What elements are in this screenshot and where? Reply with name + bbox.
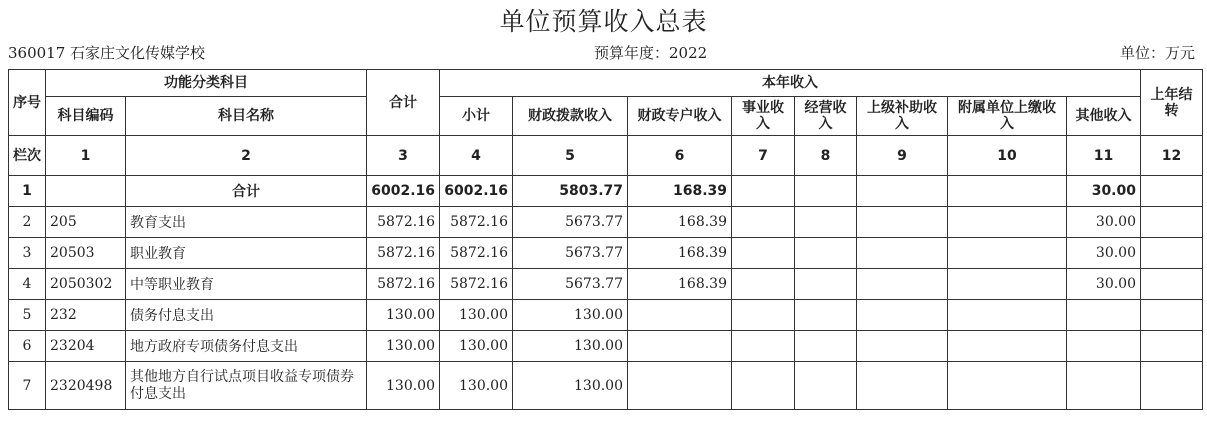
header-function-group: 功能分类科目 [46,70,367,97]
row-other [1067,331,1141,362]
row-special [628,362,732,410]
row-superior [857,362,948,410]
row-affiliated [948,238,1067,269]
row-subtotal: 130.00 [440,331,513,362]
table-row-total [9,176,1203,207]
row-operating [795,207,857,238]
row-seq: 1 [9,176,46,207]
row-affiliated [948,362,1067,410]
row-carryover [1141,269,1203,300]
row-carryover [1141,300,1203,331]
column-number: 4 [440,136,513,176]
row-total: 130.00 [367,331,440,362]
header-affiliated: 附属单位上缴收入 [948,97,1067,136]
row-operating [795,331,857,362]
row-total: 6002.16 [367,176,440,207]
currency-unit-label: 单位：万元 [1119,44,1195,62]
column-number: 1 [46,136,126,176]
row-seq: 2 [9,207,46,238]
row-name: 地方政府专项债务付息支出 [126,331,367,362]
row-business [732,176,795,207]
row-business [732,362,795,410]
row-subtotal: 130.00 [440,300,513,331]
row-seq: 3 [9,238,46,269]
header-carryover: 上年结转 [1141,70,1203,136]
header-code: 科目编码 [46,97,126,136]
row-other [1067,300,1141,331]
row-seq: 6 [9,331,46,362]
column-number: 2 [126,136,367,176]
column-number: 5 [513,136,628,176]
row-seq: 4 [9,269,46,300]
row-affiliated [948,207,1067,238]
row-code: 2050302 [46,269,126,300]
header-subtotal: 小计 [440,97,513,136]
row-name: 合计 [126,176,367,207]
row-special: 168.39 [628,238,732,269]
header-business: 事业收入 [732,97,795,136]
column-number: 栏次 [9,136,46,176]
table-row [9,300,1203,331]
table-row [9,269,1203,300]
row-carryover [1141,176,1203,207]
row-other: 30.00 [1067,176,1141,207]
row-business [732,269,795,300]
header-special: 财政专户收入 [628,97,732,136]
unit-label: 360017 石家庄文化传媒学校 [8,44,206,62]
row-business [732,331,795,362]
row-total: 130.00 [367,300,440,331]
row-total: 5872.16 [367,207,440,238]
header-total: 合计 [367,70,440,136]
row-code: 23204 [46,331,126,362]
header-current-income-group: 本年收入 [440,70,1141,97]
table-row [9,238,1203,269]
header-operating: 经营收入 [795,97,857,136]
row-carryover [1141,238,1203,269]
row-fiscal: 130.00 [513,331,628,362]
row-superior [857,300,948,331]
table-row [9,362,1203,410]
header-row-1 [9,70,1203,97]
row-carryover [1141,362,1203,410]
row-business [732,207,795,238]
row-affiliated [948,331,1067,362]
row-subtotal: 5872.16 [440,238,513,269]
row-superior [857,176,948,207]
row-fiscal: 5673.77 [513,269,628,300]
row-operating [795,300,857,331]
row-seq: 7 [9,362,46,410]
row-superior [857,331,948,362]
column-number: 6 [628,136,732,176]
row-special [628,300,732,331]
row-total: 5872.16 [367,238,440,269]
row-fiscal: 5673.77 [513,238,628,269]
row-special: 168.39 [628,269,732,300]
report-title: 单位预算收入总表 [499,7,708,36]
row-subtotal: 130.00 [440,362,513,410]
column-number-row [9,136,1203,176]
row-fiscal: 5803.77 [513,176,628,207]
row-total: 5872.16 [367,269,440,300]
row-affiliated [948,176,1067,207]
row-code [46,176,126,207]
row-operating [795,238,857,269]
row-code: 2320498 [46,362,126,410]
row-special [628,331,732,362]
budget-income-table [8,69,1203,410]
column-number: 12 [1141,136,1203,176]
row-special: 168.39 [628,207,732,238]
row-name: 其他地方自行试点项目收益专项债券付息支出 [126,362,367,410]
row-name: 教育支出 [126,207,367,238]
row-carryover [1141,331,1203,362]
header-seq: 序号 [9,70,46,136]
budget-year-label: 预算年度：2022 [594,44,708,62]
row-fiscal: 130.00 [513,362,628,410]
table-row [9,331,1203,362]
row-operating [795,176,857,207]
row-fiscal: 130.00 [513,300,628,331]
row-seq: 5 [9,300,46,331]
column-number: 10 [948,136,1067,176]
row-affiliated [948,300,1067,331]
row-subtotal: 5872.16 [440,207,513,238]
header-row-2 [9,97,1203,136]
row-code: 205 [46,207,126,238]
row-name: 中等职业教育 [126,269,367,300]
row-fiscal: 5673.77 [513,207,628,238]
row-affiliated [948,269,1067,300]
row-subtotal: 6002.16 [440,176,513,207]
row-other: 30.00 [1067,207,1141,238]
row-other: 30.00 [1067,269,1141,300]
row-other: 30.00 [1067,238,1141,269]
header-fiscal: 财政拨款收入 [513,97,628,136]
column-number: 8 [795,136,857,176]
row-superior [857,269,948,300]
row-special: 168.39 [628,176,732,207]
row-total: 130.00 [367,362,440,410]
row-other [1067,362,1141,410]
column-number: 11 [1067,136,1141,176]
header-superior: 上级补助收入 [857,97,948,136]
column-number: 3 [367,136,440,176]
row-subtotal: 5872.16 [440,269,513,300]
row-code: 20503 [46,238,126,269]
column-number: 9 [857,136,948,176]
header-other: 其他收入 [1067,97,1141,136]
row-business [732,238,795,269]
column-number: 7 [732,136,795,176]
row-operating [795,269,857,300]
row-superior [857,207,948,238]
row-business [732,300,795,331]
header-name: 科目名称 [126,97,367,136]
table-row [9,207,1203,238]
row-operating [795,362,857,410]
row-name: 债务付息支出 [126,300,367,331]
row-superior [857,238,948,269]
row-code: 232 [46,300,126,331]
row-name: 职业教育 [126,238,367,269]
row-carryover [1141,207,1203,238]
